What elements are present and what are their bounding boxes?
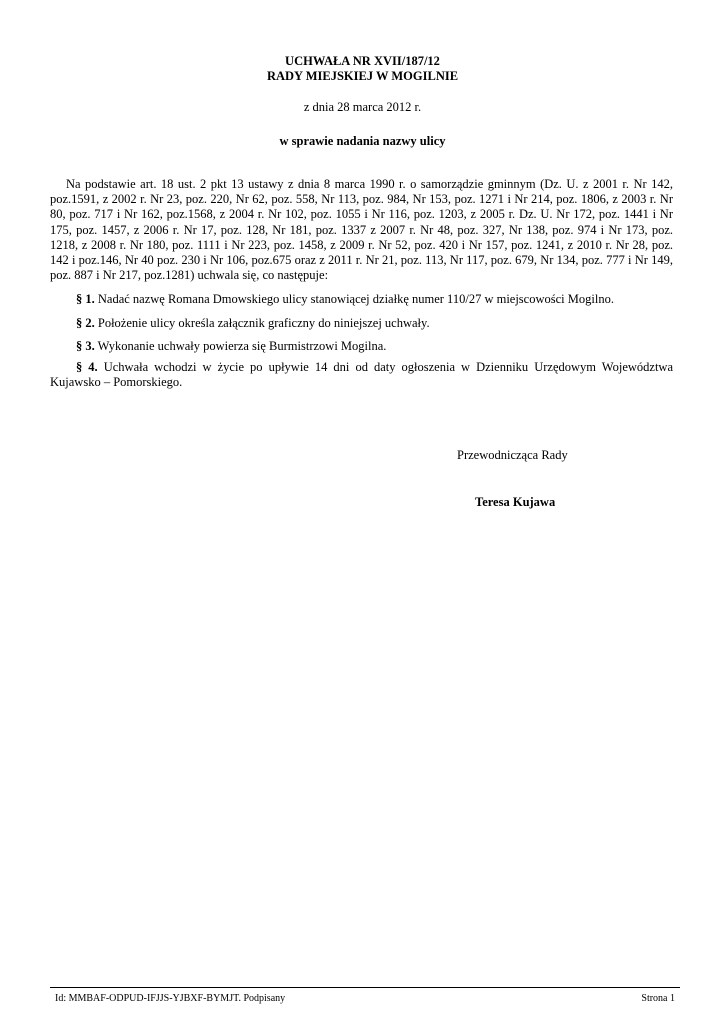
footer-divider bbox=[50, 987, 680, 988]
section-1-text: Nadać nazwę Romana Dmowskiego ulicy stanowiącej działkę numer 110/27 w miejscowości Mogilno. bbox=[94, 292, 614, 306]
section-3-mark: § 3. bbox=[76, 339, 95, 353]
footer-page-number: Strona 1 bbox=[641, 993, 675, 1004]
signature-name: Teresa Kujawa bbox=[475, 495, 556, 509]
resolution-title: UCHWAŁA NR XVII/187/12 bbox=[285, 54, 440, 68]
resolution-subject: w sprawie nadania nazwy ulicy bbox=[279, 134, 446, 148]
legal-basis-paragraph: Na podstawie art. 18 ust. 2 pkt 13 ustawy z dnia 8 marca 1990 r. o samorządzie gminnym (Dz. U. z 2001 r. Nr 142, poz.1591, z 2002 r. Nr 23, poz. 220, Nr 62, poz. 558, Nr 113, poz. 984, Nr 153, poz. 1271 i Nr 214, poz. 1806, z 2003 r. Nr 80, poz. 717 i Nr 162, poz.1568, z 2004 r. Nr 102, poz. 1055 i Nr 116, poz. 1203, z 2005 r. Dz. U. Nr 172, poz. 1441 i Nr 175, poz. 1457, z 2006 r. Nr 17, poz. 128, Nr 181, poz. 1337 z 2007 r. Nr 48, poz. 327, Nr 138, poz. 974 i Nr 173, poz. 1218, z 2008 r. Nr 180, poz. 1111 i Nr 223, poz. 1458, z 2009 r. Nr 52, poz. 420 i Nr 157, poz. 1241, z 2010 r. Nr 28, poz. 142 i poz.146, Nr 40 poz. 230 i Nr 106, poz.675 oraz z 2011 r. Nr 21, poz. 113, Nr 117, poz. 679, Nr 134, poz. 777 i Nr 149, poz. 887 i Nr 217, poz.1281) uchwala się, co następuje: bbox=[50, 177, 673, 283]
footer-document-id: Id: MMBAF-ODPUD-IFJJS-YJBXF-BYMJT. Podpisany bbox=[55, 993, 286, 1004]
section-4-mark: § 4. bbox=[76, 360, 98, 374]
section-3-text: Wykonanie uchwały powierza się Burmistrzowi Mogilna. bbox=[94, 339, 387, 353]
section-3 bbox=[50, 339, 673, 354]
section-2-text: Położenie ulicy określa załącznik graficzny do niniejszej uchwały. bbox=[94, 316, 430, 330]
section-4 bbox=[50, 360, 673, 390]
section-1 bbox=[50, 292, 673, 307]
resolution-date: z dnia 28 marca 2012 r. bbox=[303, 100, 422, 114]
section-2 bbox=[50, 316, 673, 331]
council-name: RADY MIEJSKIEJ W MOGILNIE bbox=[266, 69, 459, 83]
section-1-mark: § 1. bbox=[76, 292, 95, 306]
section-4-text: Uchwała wchodzi w życie po upływie 14 dni od daty ogłoszenia w Dzienniku Urzędowym Województwa Kujawsko – Pomorskiego. bbox=[50, 360, 674, 390]
section-2-mark: § 2. bbox=[76, 316, 95, 330]
signature-role: Przewodnicząca Rady bbox=[457, 448, 568, 462]
